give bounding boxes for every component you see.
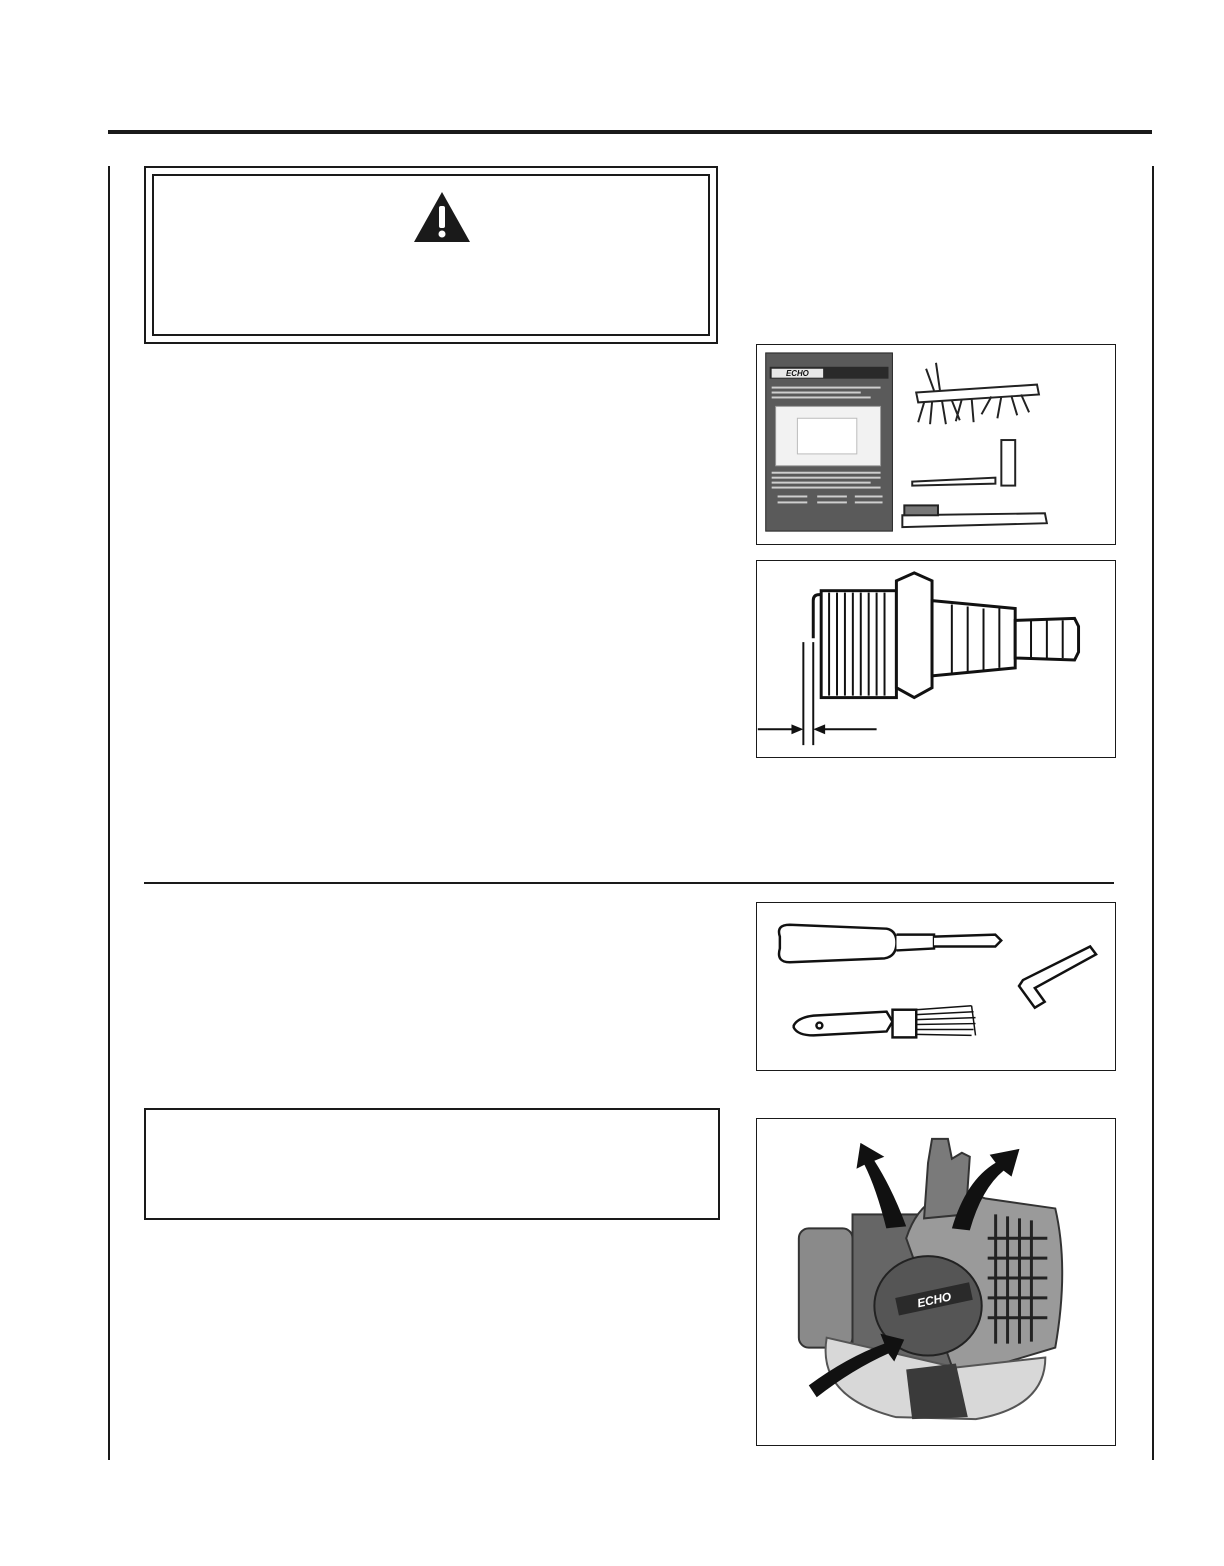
tools-figure [756, 902, 1116, 1071]
tune-up-kit-figure [756, 344, 1116, 545]
kit-brand-logo: ECHO [785, 369, 809, 379]
right-margin-line [1152, 166, 1154, 1460]
engine-airflow-figure [756, 1118, 1116, 1446]
header-rule [108, 130, 1152, 134]
left-margin-line [108, 166, 110, 1460]
note-box [144, 1108, 720, 1220]
section-divider [144, 882, 1114, 884]
warning-box-inner [152, 174, 710, 336]
warning-box [144, 166, 718, 344]
warning-triangle-icon [412, 190, 472, 244]
engine-brand-logo: ECHO [915, 1289, 953, 1311]
spark-plug-gap-figure [756, 560, 1116, 758]
